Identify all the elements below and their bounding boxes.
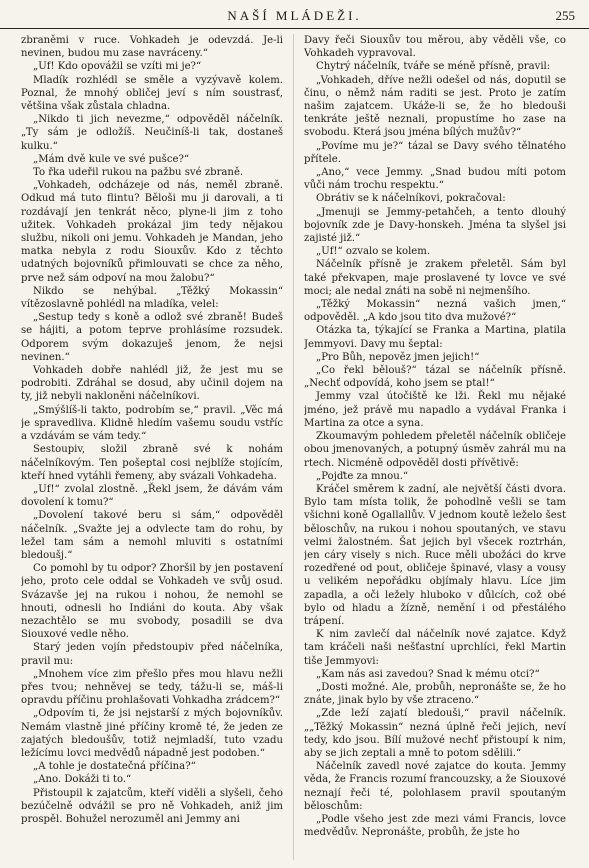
left-text-column bbox=[21, 34, 283, 860]
paragraph: „Ano,“ vece Jemmy. „Snad budou míti potom vůči nám trochu respektu.“ bbox=[304, 167, 566, 192]
paragraph: „Odpovím ti, že jsi nejstarší z mých bojovníkův. Nemám vlastně jiné příčiny kromě té, že jeden ze zajatých bledoušův, totiž nejmladší, tuto vzadu ležícímu lovci medvědů nápadně jest podoben.“ bbox=[21, 708, 283, 759]
paragraph: „Smýšlíš-li takto, podrobím se,“ pravil. „Věc má je spravedliva. Klidně hledím vašemu soudu vstříc a vzdávám se vám tedy.“ bbox=[21, 404, 283, 443]
paragraph: „Povíme mu je?“ tázal se Davy svého tělnatého přítele. bbox=[304, 140, 566, 165]
paragraph: Kráčel směrem k zadní, ale největší části dvora. Bylo tam místa tolik, že pohodlně vešli se tam všichni koně Ogallallův. V jednom koutě leželo šest běloschův, na rukou i nohou spoutaných, ve stavu velmi žalostném. Šat jejich byl všecek roztrhán, jen cáry visely s nich. Ruce měli ubožáci do krve rozedřené od pout, obličeje špinavé, vlasy a vousy u velikém nepořádku objímaly hlavu. Líce jim zapadla, a oči ležely hluboko v důlcích, což obé bylo od hladu a žízně, nemění i od přestálého trápení. bbox=[304, 483, 566, 627]
paragraph: Obrátiv se k náčelníkovi, pokračoval: bbox=[316, 193, 506, 205]
paragraph: Vohkadeh dobře nahlédl již, že jest mu se podrobiti. Zdráhal se dosud, aby učinil dojem na ty, již nebyli nakloněni náčelníkovi. bbox=[21, 365, 283, 403]
paragraph: Náčelník přísně je zrakem přeletěl. Sám byl také překvapen, maje proslavené ty lovce ve své moci; ale nedal znáti na sobě ni nejmenšího. bbox=[304, 259, 566, 297]
paragraph: „Uf!“ ozvalo se kolem. bbox=[316, 246, 431, 258]
paragraph: Sestoupiv, složil zbraně své k nohám náčelníkovým. Ten pošeptal cosi nejblíže stojícím, kteří hned vytáhli řemeny, aby svázali Vohkadeha. bbox=[21, 444, 283, 482]
running-title: NAŠÍ MLÁDEŽI. bbox=[227, 8, 362, 23]
paragraph: Zkoumavým pohledem přeletěl náčelník obličeje obou jmenovaných, a potupný úsměv zahrál mu na rtech. Nicméně odpověděl dosti přívětivě: bbox=[304, 431, 566, 469]
paragraph: zbraněmi v ruce. Vohkadeh je odevzdá. Je-li nevinen, budou mu zase navráceny.“ bbox=[21, 35, 283, 60]
paragraph: „A tohle je dostatečná příčina?“ bbox=[33, 761, 196, 773]
paragraph: „Těžký Mokassin“ nezná vašich jmen,“ odpověděl. „A kdo jsou tito dva mužové?“ bbox=[304, 299, 566, 324]
paragraph: Otázka ta, týkající se Franka a Martina, platila Jemmyovi. Davy mu šeptal: bbox=[304, 325, 566, 350]
paragraph: „Vohkadeh, dříve nežli odešel od nás, doputil se činu, o němž nám raditi se jest. Proto je zatím našim zajatcem. Ukáže-li se, že ho bledouši tenkráte ještě neznali, propustíme ho zase na svobodu. Která jsou jména bílých mužův?“ bbox=[304, 74, 566, 139]
paragraph: To řka udeřil rukou na pažbu své zbraně. bbox=[33, 167, 244, 179]
paragraph: „Podle všeho jest zde mezi vámi Francis, lovce medvědův. Nepronášte, probůh, že jste ho bbox=[304, 813, 566, 839]
right-text-column bbox=[304, 34, 566, 860]
paragraph: „Kam nás asi zavedou? Snad k mému otci?“ bbox=[316, 668, 540, 680]
paragraph: „Ano. Dokáži ti to.“ bbox=[33, 774, 132, 786]
paragraph: Náčelník zavedl nové zajatce do kouta. Jemmy věda, že Francis rozumí francouzsky, a že Siouxové neznají řeči té, polohlasem pravil spoutaným běloschům: bbox=[304, 761, 566, 812]
paragraph: „Nikdo ti jich nevezme,“ odpověděl náčelník. „Ty sám je odložíš. Neučiníš-li tak, dostaneš kulku.“ bbox=[21, 114, 283, 152]
page-number: 255 bbox=[555, 8, 575, 23]
paragraph: „Mnohem více zim přešlo přes mou hlavu nežli přes tvou; nehněvej se tedy, tážu-li se, máš-li opravdu příčinu prohlašovati Vohkadha zrádcem?“ bbox=[21, 668, 283, 707]
paragraph: „Dovolení takové beru si sám,“ odpověděl náčelník. „Svažte jej a odvlecte tam do rohu, by ležel tam sám a nemohl mluviti s ostatními bledoušj.“ bbox=[21, 510, 283, 561]
paragraph: K nim zavlečí dal náčelník nové zajatce. Když tam kráčeli naši nešťastní uprchlíci, řekl Martin tiše Jemmyovi: bbox=[304, 629, 566, 667]
paragraph: „Co řekl bělouš?“ tázal se náčelník přísně. „Nechť odpovídá, koho jsem se ptal!“ bbox=[304, 365, 566, 390]
paragraph: „Vohkadeh, odcházeje od nás, neměl zbraně. Odkud má tuto flintu? Běloši mu ji darovali, a ti rozdávají jen tenkrát něco, plyne-li jim z toho užitek. Vohkadeh prokázal jim tedy nějakou službu, nikoli oni jemu. Vohkadeh je Mandan, jeho matka nebyla z rodu Siouxův. Kdo z těchto udatných bojovníků přimlouvati se chce za něho, prve než sám odpoví na mou žalobu?“ bbox=[21, 180, 283, 284]
paragraph: „Mám dvě kule ve své pušce?“ bbox=[33, 153, 190, 165]
paragraph: „Pojďte za mnou.“ bbox=[316, 470, 409, 482]
paragraph: „Jmenuji se Jemmy-petahčeh, a tento dlouhý bojovník zde je Davy-honskeh. Jména ta slyšel jsi zajisté již.“ bbox=[304, 206, 566, 245]
paragraph: „Uf! Kdo opovážil se vzíti mi je?“ bbox=[33, 61, 202, 73]
paragraph: „Uf!“ zvolal zlostně. „Řekl jsem, že dávám vám dovolení k tomu?“ bbox=[21, 483, 283, 509]
paragraph: Jemmy vzal útočiště ke lži. Řekl mu nějaké jméno, jež právě mu napadlo a vydával Franka i Martina za otce a syna. bbox=[304, 391, 566, 429]
paragraph: Přistoupil k zajatcům, kteří viděli a slyšeli, čeho bezúčelně odvážil se pro ně Vohkadeh, aniž jim prospěl. Bohužel nerozuměl ani Jemmy ani bbox=[21, 787, 283, 825]
paragraph: „Pro Bůh, nepověz jmen jejich!“ bbox=[316, 351, 480, 363]
paragraph: Mladík rozhlédl se směle a vyzývavě kolem. Poznal, že mnohý obličej jeví s ním soustrasť, většina však zůstala chladna. bbox=[21, 74, 283, 113]
paragraph: Davy řeči Siouxův tou měrou, aby věděli vše, co Vohkadeh vypravoval. bbox=[304, 35, 566, 60]
paragraph: „Dosti možné. Ale, probůh, nepronášte se, že ho znáte, jinak bylo by vše ztraceno.“ bbox=[304, 681, 566, 707]
paragraph: Co pomohl by tu odpor? Zhoršil by jen postavení jeho, proto cele oddal se Vohkadeh ve svůj osud. Svázavše jej na rukou i nohou, že nemohl se hnouti, odnesli ho Indiáni do kouta. Aby však nezachtělo se mu svobody, posadili se dva Siouxové vedle něho. bbox=[21, 563, 283, 641]
paragraph: „Zde leží zajatí bledouši,“ pravil náčelník. „„Těžký Mokassin“ nezná úplně řeči jejich, neví tedy, kdo jsou. Bílí mužové nechť přistoupí k nim, aby se jich zeptali a mně to potom sdělili.“ bbox=[304, 708, 566, 759]
paragraph: „Sestup tedy s koně a odlož své zbraně! Budeš se hájiti, a potom teprve prohlásíme rozsudek. Odporem svým dokazuješ jenom, že nejsi nevinen.“ bbox=[21, 312, 283, 363]
paragraph: Starý jeden vojín předstoupiv před náčelníka, pravil mu: bbox=[21, 642, 283, 667]
page-header bbox=[0, 4, 589, 29]
paragraph: Nikdo se nehýbal. „Těžký Mokassin“ vítězoslavně pohlédl na mladíka, velel: bbox=[21, 285, 283, 311]
paragraph: Chytrý náčelník, tváře se méně přísně, pravil: bbox=[316, 61, 551, 73]
column-divider bbox=[293, 34, 294, 860]
